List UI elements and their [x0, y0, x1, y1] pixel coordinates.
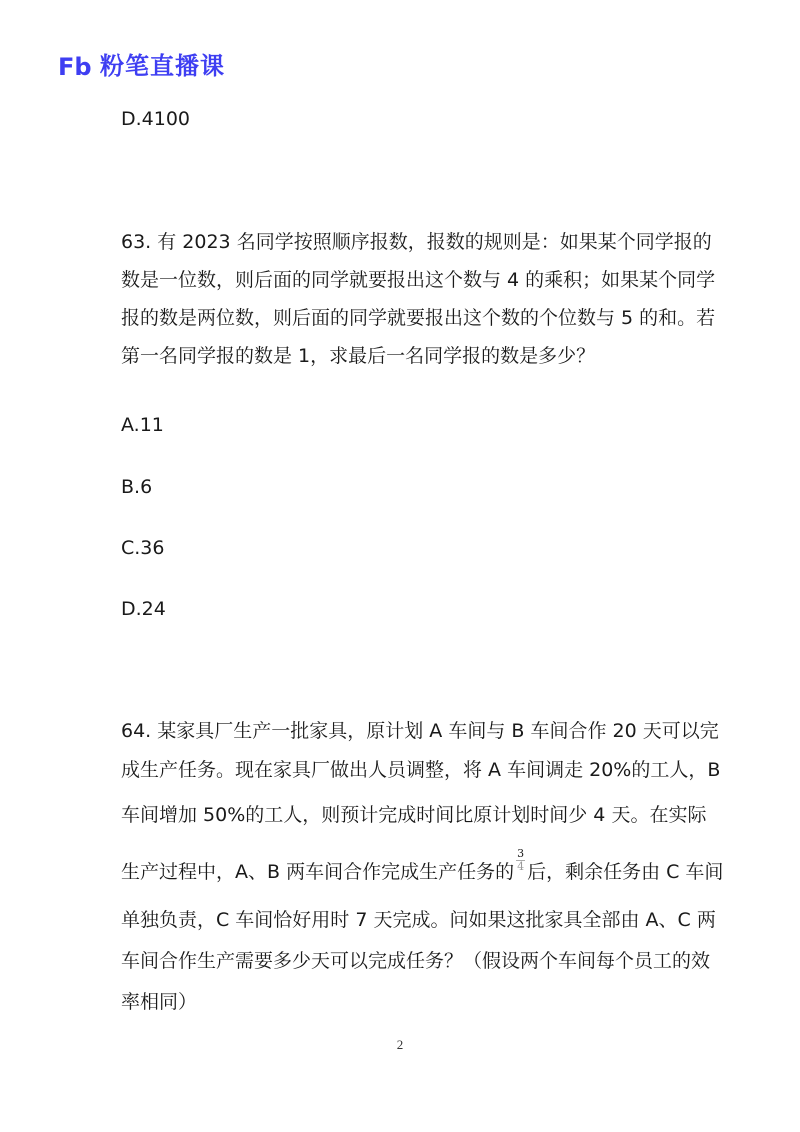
svg-text:Fb: Fb: [58, 53, 92, 80]
q63-option-a: A.11: [121, 414, 164, 436]
fraction-three-quarters: [516, 848, 525, 873]
q63-text-line: 报的数是两位数，则后面的同学就要报出这个数的个位数与 5 的和。若: [121, 307, 716, 329]
fraction-numerator: 3: [517, 847, 525, 860]
q63-option-b: B.6: [121, 476, 153, 498]
brand-logo: [58, 50, 225, 82]
fraction-denominator: 4: [517, 860, 525, 873]
q63-text-line: 数是一位数，则后面的同学就要报出这个数与 4 的乘积；如果某个同学: [121, 269, 716, 291]
brand-name: 粉笔直播课: [100, 52, 225, 80]
q63-text-line: 第一名同学报的数是 1，求最后一名同学报的数是多少？: [121, 345, 596, 367]
q64-line4-before: 生产过程中，A、B 两车间合作完成生产任务的: [121, 861, 515, 883]
q64-line4-after: 后，剩余任务由 C 车间: [527, 861, 724, 883]
q64-text-line: 成生产任务。现在家具厂做出人员调整，将 A 车间调走 20%的工人，B: [121, 759, 721, 781]
q63-option-c: C.36: [121, 537, 165, 559]
option-d-previous: D.4100: [121, 108, 191, 130]
q63-option-d: D.24: [121, 598, 166, 620]
q64-text-line: 率相同）: [121, 991, 198, 1013]
q64-text-line-with-fraction: [121, 847, 724, 885]
q64-text-line: 车间增加 50%的工人，则预计完成时间比原计划时间少 4 天。在实际: [121, 804, 707, 826]
page-number: 2: [396, 1037, 404, 1052]
fenbi-logo-icon: [58, 52, 94, 80]
q64-text-line: 64. 某家具厂生产一批家具，原计划 A 车间与 B 车间合作 20 天可以完: [121, 720, 719, 742]
q64-text-line: 车间合作生产需要多少天可以完成任务？（假设两个车间每个员工的效: [121, 950, 711, 972]
q64-text-line: 单独负责，C 车间恰好用时 7 天完成。问如果这批家具全部由 A、C 两: [121, 909, 716, 931]
q63-text-line: 63. 有 2023 名同学按照顺序报数，报数的规则是：如果某个同学报的: [121, 231, 712, 253]
